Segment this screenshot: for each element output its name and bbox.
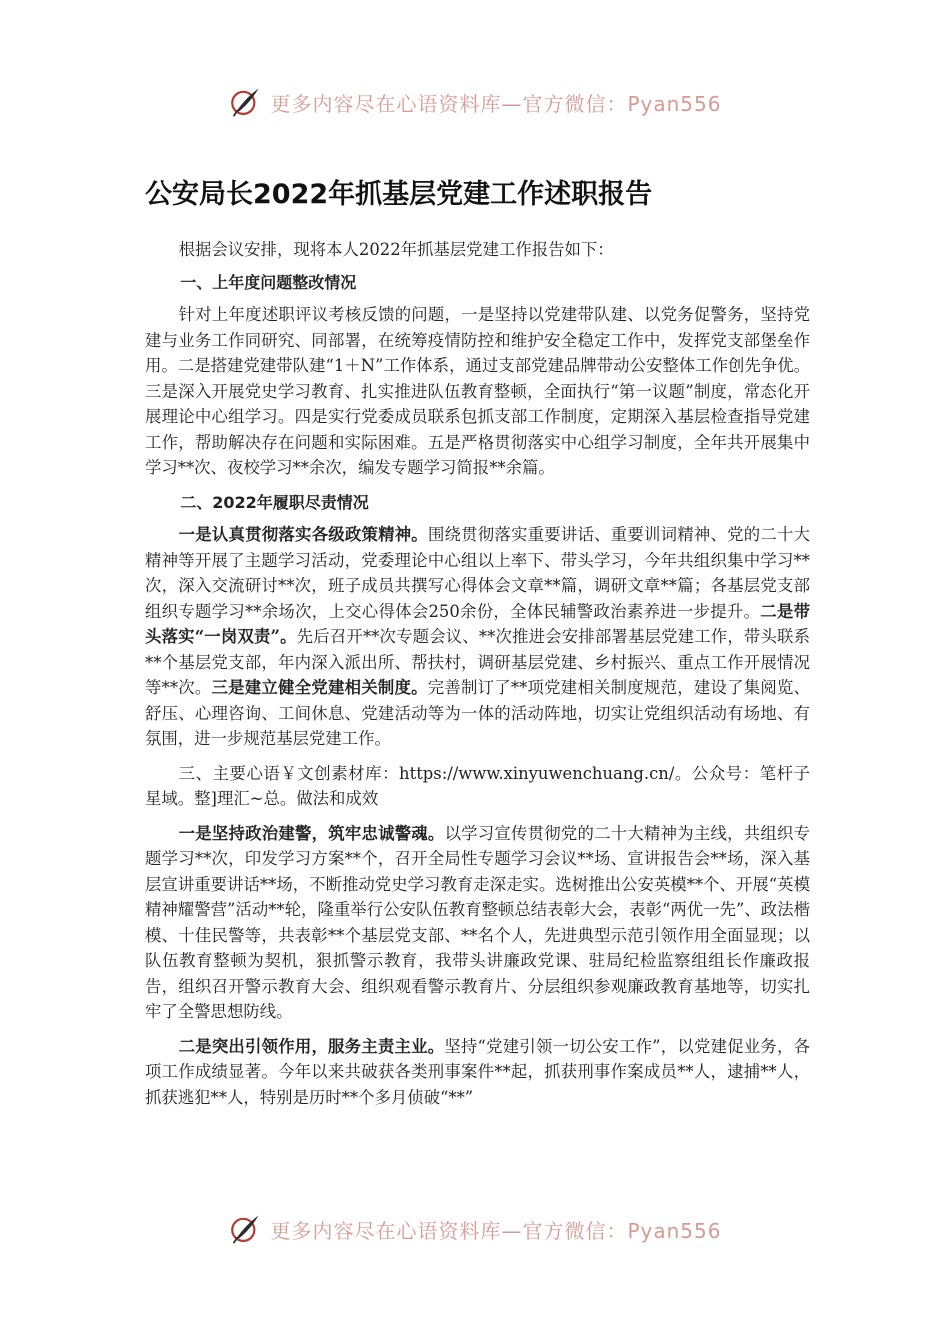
footer-banner <box>0 1211 950 1247</box>
banner-text: 更多内容尽在心语资料库—官方微信：Pyan556 <box>270 1218 722 1243</box>
section-1-paragraph: 针对上年度述职评议考核反馈的问题，一是坚持以党建带队建、以党务促警务，坚持党建与业务工作同研究、同部署，在统筹疫情防控和维护安全稳定工作中，发挥党支部堡垒作用。二是搭建党建带队建“1＋N”工作体系，通过支部党建品牌带动公安整体工作创先争优。三是深入开展党史学习教育、扎实推进队伍教育整顿，全面执行“第一议题”制度，常态化开展理论中心组学习。四是实行党委成员联系包抓支部工作制度，定期深入基层检查指导党建工作，帮助解决存在问题和实际困难。五是严格贯彻落实中心组学习制度，全年共开展集中学习**次、夜校学习**余次，编发专题学习简报**余篇。 <box>145 305 810 477</box>
lead-phrase: 一是坚持政治建警，筑牢忠诚警魂。 <box>178 823 445 843</box>
body-text: 以学习宣传贯彻党的二十大精神为主线，共组织专题学习**次，印发学习方案**个，召开全局性专题学习会议**场、宣讲报告会**场，深入基层宣讲重要讲话**场，不断推动党史学习教育走深走实。选树推出公安英模**个、开展“英模精神耀警营”活动**轮，隆重举行公安队伍教育整顿总结表彰大会，表彰“两优一先”、政法楷模、十佳民警等，共表彰**个基层党支部、**名个人，先进典型示范引领作用全面显现；以队伍教育整顿为契机，狠抓警示教育，我带头讲廉政党课、驻局纪检监察组组长作廉政报告，组织召开警示教育大会、组织观看警示教育片、分层组织参观廉政教育基地等，切实扎牢了全警思想防线。 <box>145 823 811 1021</box>
body-text: 先后召开**次专题会议、**次推进会安排部署基层党建工作，带头联系**个基层党支部，年内深入派出所、帮扶村，调研基层党建、乡村振兴、重点工作开展情况等**次。 <box>145 627 811 697</box>
lead-phrase: 二是突出引领作用，服务主责主业。 <box>178 1036 445 1056</box>
body-text: 坚持“党建引领一切公安工作”，以党建促业务，各项工作成绩显著。今年以来共破获各类刑事案件**起，抓获刑事作案成员**人，逮捕**人，抓获逃犯**人，特别是历时**个多月侦破“**” <box>145 1036 811 1107</box>
quill-logo-icon <box>228 85 262 119</box>
document-title: 公安局长2022年抓基层党建工作述职报告 <box>145 179 653 210</box>
section-3-paragraph-2 <box>145 1034 810 1111</box>
section-1-heading: 一、上年度问题整改情况 <box>180 272 357 292</box>
document-body <box>145 175 810 1110</box>
section-2-paragraph <box>145 522 810 752</box>
intro-paragraph: 根据会议安排，现将本人2022年抓基层党建工作报告如下： <box>178 240 614 259</box>
lead-phrase: 二是带头落实“一岗双责”。 <box>145 601 810 646</box>
lead-phrase: 一是认真贯彻落实各级政策精神。 <box>178 525 428 544</box>
section-3-paragraph-1 <box>145 821 810 1025</box>
header-banner <box>0 84 950 120</box>
section-2-heading: 二、2022年履职尽责情况 <box>180 492 369 512</box>
lead-phrase: 三是建立健全党建相关制度。 <box>211 678 428 697</box>
body-text: 完善制订了**项党建相关制度规范，建设了集阅览、舒压、心理咨询、工间休息、党建活动等为一体的活动阵地，切实让党组织活动有场地、有氛围，进一步规范基层党建工作。 <box>145 678 811 748</box>
banner-text: 更多内容尽在心语资料库—官方微信：Pyan556 <box>270 91 722 116</box>
quill-logo-icon <box>228 1212 262 1246</box>
body-text: 围绕贯彻落实重要讲话、重要训词精神、党的二十大精神等开展了主题学习活动，党委理论中心组以上率下、带头学习，今年共组织集中学习**次，深入交流研讨**次，班子成员共撰写心得体会文章**篇，调研文章**篇；各基层党支部组织专题学习**余场次，上交心得体会250余份，全体民辅警政治素养进一步提升。 <box>145 525 811 621</box>
section-3-heading: 三、主要心语￥文创素材库：https://www.xinyuwenchuang.cn/。公众号：笔杆子星域。整]理汇~总。做法和成效 <box>145 763 810 808</box>
